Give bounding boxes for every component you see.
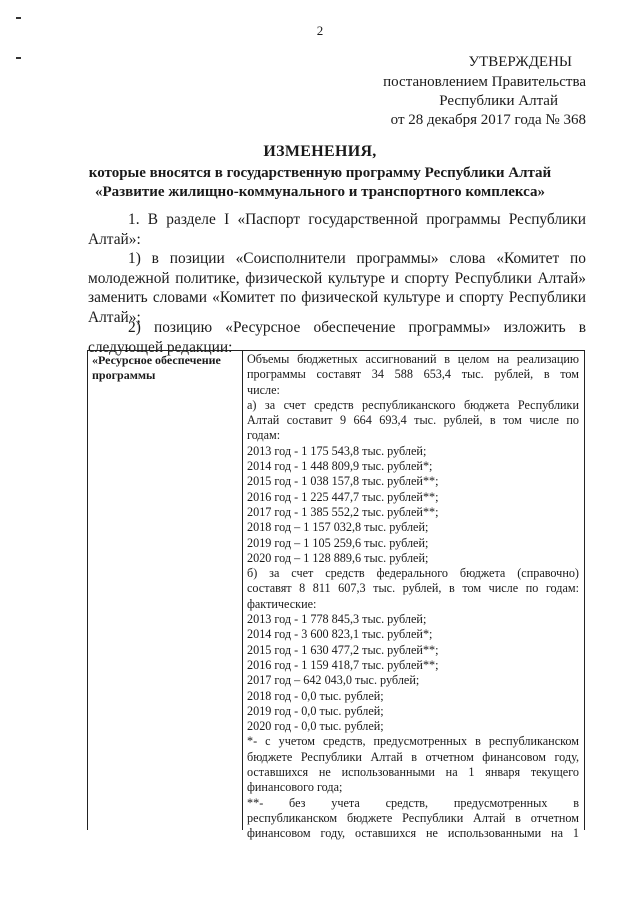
table-line: 2020 год – 1 128 889,6 тыс. рублей; (247, 550, 429, 565)
table-line: 2013 год - 1 778 845,3 тыс. рублей; (247, 612, 427, 627)
approval-line: Республики Алтай (439, 93, 558, 109)
document-subtitle: «Развитие жилищно-коммунального и транспортного комплекса» (94, 184, 546, 200)
table-line: 2018 год – 1 157 032,8 тыс. рублей; (247, 520, 429, 535)
table-line: 2014 год - 3 600 823,1 тыс. рублей*; (247, 627, 433, 642)
table-line: программы составят 34 588 653,4 тыс. рублей, в том (247, 367, 579, 382)
table-line: б) за счет средств федерального бюджета (справочно) (247, 566, 579, 581)
table-line: финансовом году, оставшихся не использованными на 1 (247, 826, 579, 841)
table-line: 2018 год - 0,0 тыс. рублей; (247, 688, 384, 703)
table-line: а) за счет средств республиканского бюджета Республики (247, 397, 579, 412)
approval-date: от 28 декабря 2017 года № 368 (390, 112, 586, 128)
approval-title: УТВЕРЖДЕНЫ (468, 54, 572, 70)
approval-line: постановлением Правительства (383, 74, 586, 90)
table-line: числе: (247, 382, 280, 397)
table-line: Объемы бюджетных ассигнований в целом на реализацию (247, 352, 579, 366)
table-line: республиканском бюджете Республики Алтай в отчетном (247, 810, 579, 825)
table-line: оставшихся не использованными на 1 января текущего (247, 765, 579, 780)
table-line: **- без учета средств, предусмотренных в (247, 795, 579, 810)
table-line: фактические: (247, 596, 317, 611)
table-line: 2020 год - 0,0 тыс. рублей; (247, 719, 384, 734)
table-line: 2013 год - 1 175 543,8 тыс. рублей; (247, 443, 427, 458)
table-line: 2017 год – 642 043,0 тыс. рублей; (247, 673, 420, 688)
table-line: годам: (247, 428, 281, 443)
margin-mark (16, 17, 21, 19)
document-title: ИЗМЕНЕНИЯ, (263, 143, 377, 160)
table-line: 2019 год – 1 105 259,6 тыс. рублей; (247, 535, 429, 550)
table-line: 2015 год - 1 038 157,8 тыс. рублей**; (247, 474, 439, 489)
resource-table (87, 350, 585, 841)
paragraph-1: 1. В разделе I «Паспорт государственной программы Республики Алтай»: (88, 211, 586, 248)
table-line: составят 8 811 607,3 тыс. рублей, в том числе по годам: (247, 581, 579, 596)
page-number: 2 (316, 23, 324, 38)
table-line: 2014 год - 1 448 809,9 тыс. рублей*; (247, 459, 433, 474)
table-line: 2016 год - 1 225 447,7 тыс. рублей**; (247, 489, 439, 504)
table-line: 2017 год - 1 385 552,2 тыс. рублей**; (247, 504, 439, 519)
table-line: 2019 год - 0,0 тыс. рублей; (247, 703, 384, 718)
table-line: 2016 год - 1 159 418,7 тыс. рублей**; (247, 657, 439, 672)
paragraph-3: 2) позицию «Ресурсное обеспечение программы» изложить в следующей редакции: (88, 319, 586, 356)
table-divider (242, 351, 243, 830)
table-right-cell (244, 351, 582, 842)
paragraph-2: 1) в позиции «Соисполнители программы» слова «Комитет по молодежной политике, физической культуре и спорту Республики Алтай» заменить словами «Комитет по физической культуре и спорту Республики Алтай»; (88, 250, 586, 326)
table-line: 2015 год - 1 630 477,2 тыс. рублей**; (247, 642, 439, 657)
table-line: Алтай составит 9 664 693,4 тыс. рублей, в том числе по (247, 413, 579, 428)
document-subtitle: которые вносятся в государственную программу Республики Алтай (88, 165, 552, 181)
table-line: бюджете Республики Алтай в отчетном финансовом году, (247, 749, 579, 764)
table-line: финансового года; (247, 780, 343, 795)
table-left-cell: «Ресурсное обеспечение программы (92, 353, 221, 382)
table-line: *- с учетом средств, предусмотренных в республиканском (247, 734, 579, 749)
margin-mark (16, 57, 21, 59)
